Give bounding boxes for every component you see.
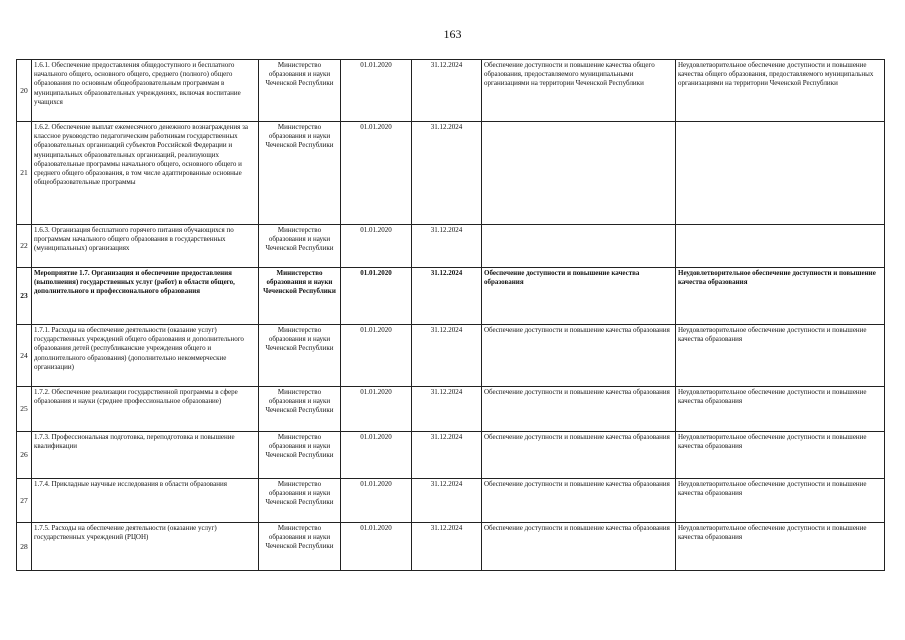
measure-cell: 1.7.5. Расходы на обеспечение деятельности (оказание услуг) государственных учреждений (РЦОН)	[32, 523, 259, 571]
result-cell	[482, 225, 676, 268]
end-date-cell: 31.12.2024	[412, 387, 482, 432]
measure-cell: 1.6.3. Организация бесплатного горячего питания обучающихся по программам начального общего образования в государственных (муниципальных) организациях	[32, 225, 259, 268]
end-date-cell: 31.12.2024	[412, 432, 482, 479]
start-date-cell: 01.01.2020	[341, 268, 412, 325]
result-cell: Обеспечение доступности и повышение качества образования	[482, 387, 676, 432]
measure-cell: 1.6.1. Обеспечение предоставления общедоступного и бесплатного начального общего, основного общего, среднего (полного) общего образования по основным общеобразовательным программам в муниципальных образовательных учреждениях, включая воспитание учащихся	[32, 60, 259, 122]
table-row	[17, 225, 885, 268]
table-row	[17, 325, 885, 387]
measure-cell: 1.7.4. Прикладные научные исследования в области образования	[32, 479, 259, 523]
start-date-cell: 01.01.2020	[341, 523, 412, 571]
end-date-cell: 31.12.2024	[412, 479, 482, 523]
executor-cell: Министерство образования и науки Чеченской Республики	[259, 122, 341, 225]
page-number: 163	[443, 27, 462, 41]
result-cell: Обеспечение доступности и повышение качества общего образования, предоставляемого муниципальными организациями на территории Чеченской Республики	[482, 60, 676, 122]
end-date-cell: 31.12.2024	[412, 122, 482, 225]
start-date-cell: 01.01.2020	[341, 432, 412, 479]
end-date-cell: 31.12.2024	[412, 60, 482, 122]
executor-cell: Министерство образования и науки Чеченской Республики	[259, 268, 341, 325]
result-cell: Обеспечение доступности и повышение качества образования	[482, 479, 676, 523]
measures-table	[16, 59, 885, 571]
executor-cell: Министерство образования и науки Чеченской Республики	[259, 432, 341, 479]
executor-cell: Министерство образования и науки Чеченской Республики	[259, 60, 341, 122]
result-cell: Обеспечение доступности и повышение качества образования	[482, 432, 676, 479]
executor-cell: Министерство образования и науки Чеченской Республики	[259, 325, 341, 387]
row-number: 27	[17, 479, 32, 523]
end-date-cell: 31.12.2024	[412, 523, 482, 571]
consequence-cell	[676, 225, 885, 268]
consequence-cell: Неудовлетворительное обеспечение доступности и повышение качества общего образования, предоставляемого муниципальных организациями на территории Чеченской Республики	[676, 60, 885, 122]
row-number: 22	[17, 225, 32, 268]
start-date-cell: 01.01.2020	[341, 325, 412, 387]
row-number: 20	[17, 60, 32, 122]
row-number: 24	[17, 325, 32, 387]
start-date-cell: 01.01.2020	[341, 122, 412, 225]
measure-cell: 1.7.1. Расходы на обеспечение деятельности (оказание услуг) государственных учреждений общего образования и дополнительного образования детей (республиканские учреждения общего и дополнительного образования) (дополнительно некоммерческие организации)	[32, 325, 259, 387]
start-date-cell: 01.01.2020	[341, 479, 412, 523]
row-number: 28	[17, 523, 32, 571]
consequence-cell: Неудовлетворительное обеспечение доступности и повышение качества образования	[676, 432, 885, 479]
consequence-cell: Неудовлетворительное обеспечение доступности и повышение качества образования	[676, 523, 885, 571]
row-number: 23	[17, 268, 32, 325]
consequence-cell: Неудовлетворительное обеспечение доступности и повышение качества образования	[676, 268, 885, 325]
start-date-cell: 01.01.2020	[341, 225, 412, 268]
executor-cell: Министерство образования и науки Чеченской Республики	[259, 387, 341, 432]
result-cell	[482, 122, 676, 225]
table-row	[17, 523, 885, 571]
start-date-cell: 01.01.2020	[341, 387, 412, 432]
table-row	[17, 387, 885, 432]
executor-cell: Министерство образования и науки Чеченской Республики	[259, 225, 341, 268]
table-row	[17, 60, 885, 122]
table-row	[17, 268, 885, 325]
executor-cell: Министерство образования и науки Чеченской Республики	[259, 479, 341, 523]
consequence-cell: Неудовлетворительное обеспечение доступности и повышение качества образования	[676, 325, 885, 387]
executor-cell: Министерство образования и науки Чеченской Республики	[259, 523, 341, 571]
end-date-cell: 31.12.2024	[412, 268, 482, 325]
measure-cell: 1.7.3. Профессиональная подготовка, переподготовка и повышение квалификации	[32, 432, 259, 479]
table-row	[17, 432, 885, 479]
consequence-cell: Неудовлетворительное обеспечение доступности и повышение качества образования	[676, 479, 885, 523]
row-number: 25	[17, 387, 32, 432]
consequence-cell: Неудовлетворительное обеспечение доступности и повышение качества образования	[676, 387, 885, 432]
row-number: 26	[17, 432, 32, 479]
end-date-cell: 31.12.2024	[412, 225, 482, 268]
result-cell: Обеспечение доступности и повышение качества образования	[482, 268, 676, 325]
table-row	[17, 479, 885, 523]
row-number: 21	[17, 122, 32, 225]
end-date-cell: 31.12.2024	[412, 325, 482, 387]
measure-cell: 1.7.2. Обеспечение реализации государственной программы в сфере образования и науки (среднее профессиональное образование)	[32, 387, 259, 432]
measure-cell: Мероприятие 1.7. Организация и обеспечение предоставления (выполнения) государственных услуг (работ) в области общего, дополнительного и профессионального образования	[32, 268, 259, 325]
consequence-cell	[676, 122, 885, 225]
result-cell: Обеспечение доступности и повышение качества образования	[482, 325, 676, 387]
table-row	[17, 122, 885, 225]
result-cell: Обеспечение доступности и повышение качества образования	[482, 523, 676, 571]
measure-cell: 1.6.2. Обеспечение выплат ежемесячного денежного вознаграждения за классное руководство педагогическим работникам государственных образовательных организаций субъектов Российской Федерации и муниципальных образовательных организаций, реализующих образовательные программы начального общего, основного общего и среднего общего образования, в том числе адаптированные основные общеобразовательные программы	[32, 122, 259, 225]
start-date-cell: 01.01.2020	[341, 60, 412, 122]
